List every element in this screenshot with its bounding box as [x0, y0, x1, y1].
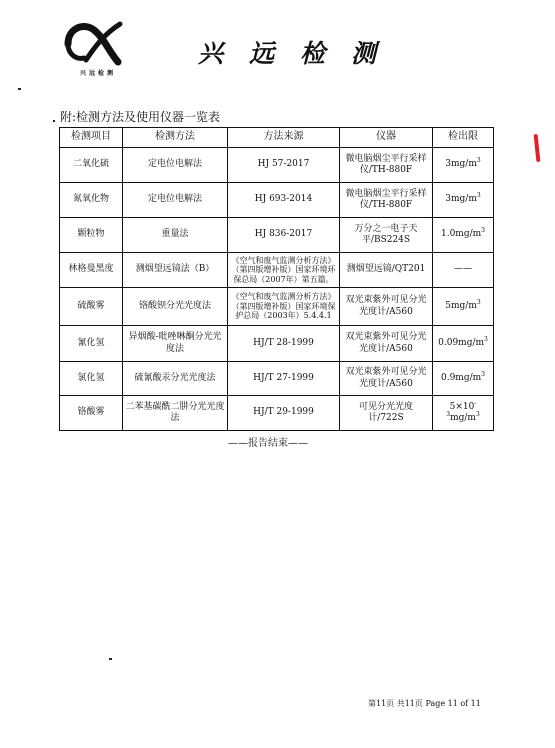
cell-instrument: 双光束紫外可见分光光度计/A560 [340, 362, 433, 396]
cell-limit: $3mg/m^3$ [433, 183, 494, 218]
cell-item: 铬酸雾 [60, 396, 123, 431]
cell-source: HJ/T 28-1999 [228, 326, 340, 362]
table-row [60, 253, 494, 288]
company-logo [64, 20, 134, 82]
table-row [60, 183, 494, 218]
logo-caption: 兴远检测 [79, 70, 116, 77]
cell-item: 硫酸雾 [60, 288, 123, 326]
cell-source: HJ 836-2017 [228, 218, 340, 253]
table-row [60, 148, 494, 183]
header-source: 方法来源 [228, 128, 340, 148]
cell-limit: $3mg/m^3$ [433, 148, 494, 183]
header-method: 检测方法 [123, 128, 228, 148]
cell-instrument: 微电脑烟尘平行采样仪/TH-880F [340, 148, 433, 183]
cell-limit: —— [433, 253, 494, 288]
cell-instrument: 微电脑烟尘平行采样仪/TH-880F [340, 183, 433, 218]
cell-item: 林格曼黑度 [60, 253, 123, 288]
cell-method: 硫氰酸汞分光光度法 [123, 362, 228, 396]
scan-speck-mark [53, 120, 55, 122]
cell-item: 氮氧化物 [60, 183, 123, 218]
report-end-marker: ——报告结束—— [228, 438, 308, 449]
logo-mark-icon [64, 20, 126, 66]
cell-method: 重量法 [123, 218, 228, 253]
cell-instrument: 双光束紫外可见分光光度计/A560 [340, 326, 433, 362]
cell-method: 铬酸钡分光光度法 [123, 288, 228, 326]
cell-instrument: 双光束紫外可见分光光度计/A560 [340, 288, 433, 326]
cell-item: 颗粒物 [60, 218, 123, 253]
scan-speck-mark [18, 88, 21, 90]
cell-item: 二氧化硫 [60, 148, 123, 183]
cell-method: 测烟望远镜法（B） [123, 253, 228, 288]
cell-limit: $1.0mg/m^3$ [433, 218, 494, 253]
cell-item: 氯化氢 [60, 362, 123, 396]
header-item: 检测项目 [60, 128, 123, 148]
company-name: 兴远检测 [198, 39, 403, 68]
cell-limit: $0.09mg/m^3$ [433, 326, 494, 362]
cell-limit: $0.9mg/m^3$ [433, 362, 494, 396]
cell-method: 定电位电解法 [123, 148, 228, 183]
table-row [60, 326, 494, 362]
cell-limit: $5\times 10^{-3}mg/m^3$ [433, 396, 494, 431]
cell-source: HJ 57-2017 [228, 148, 340, 183]
cell-source: HJ/T 29-1999 [228, 396, 340, 431]
table-row [60, 396, 494, 431]
header-limit: 检出限 [433, 128, 494, 148]
page-footer: 第11页 共11页 Page 11 of 11 [368, 699, 481, 708]
cell-instrument: 万分之一电子天平/BS224S [340, 218, 433, 253]
cell-method: 异烟酸-吡唑啉酮分光光度法 [123, 326, 228, 362]
section-title: 附:检测方法及使用仪器一览表 [60, 110, 221, 124]
table-row [60, 362, 494, 396]
methods-table [59, 127, 494, 431]
table-row [60, 288, 494, 326]
table-row [60, 218, 494, 253]
scan-speck-mark [109, 658, 112, 660]
cell-source: 《空气和废气监测分析方法》（第四版增补版）国家环境保护总局（2003年）5.4.4.1 [228, 288, 340, 326]
red-stamp-mark [534, 134, 541, 162]
cell-source: HJ/T 27-1999 [228, 362, 340, 396]
cell-method: 二苯基碳酰二肼分光光度法 [123, 396, 228, 431]
cell-item: 氰化氢 [60, 326, 123, 362]
cell-limit: $5mg/m^3$ [433, 288, 494, 326]
cell-source: 《空气和废气监测分析方法》（第四版增补版）国家环境环保总局（2007年）第五篇。 [228, 253, 340, 288]
cell-source: HJ 693-2014 [228, 183, 340, 218]
cell-instrument: 测烟望远镜/QT201 [340, 253, 433, 288]
table-header-row [60, 128, 494, 148]
cell-method: 定电位电解法 [123, 183, 228, 218]
cell-instrument: 可见分光光度计/722S [340, 396, 433, 431]
header-instrument: 仪器 [340, 128, 433, 148]
